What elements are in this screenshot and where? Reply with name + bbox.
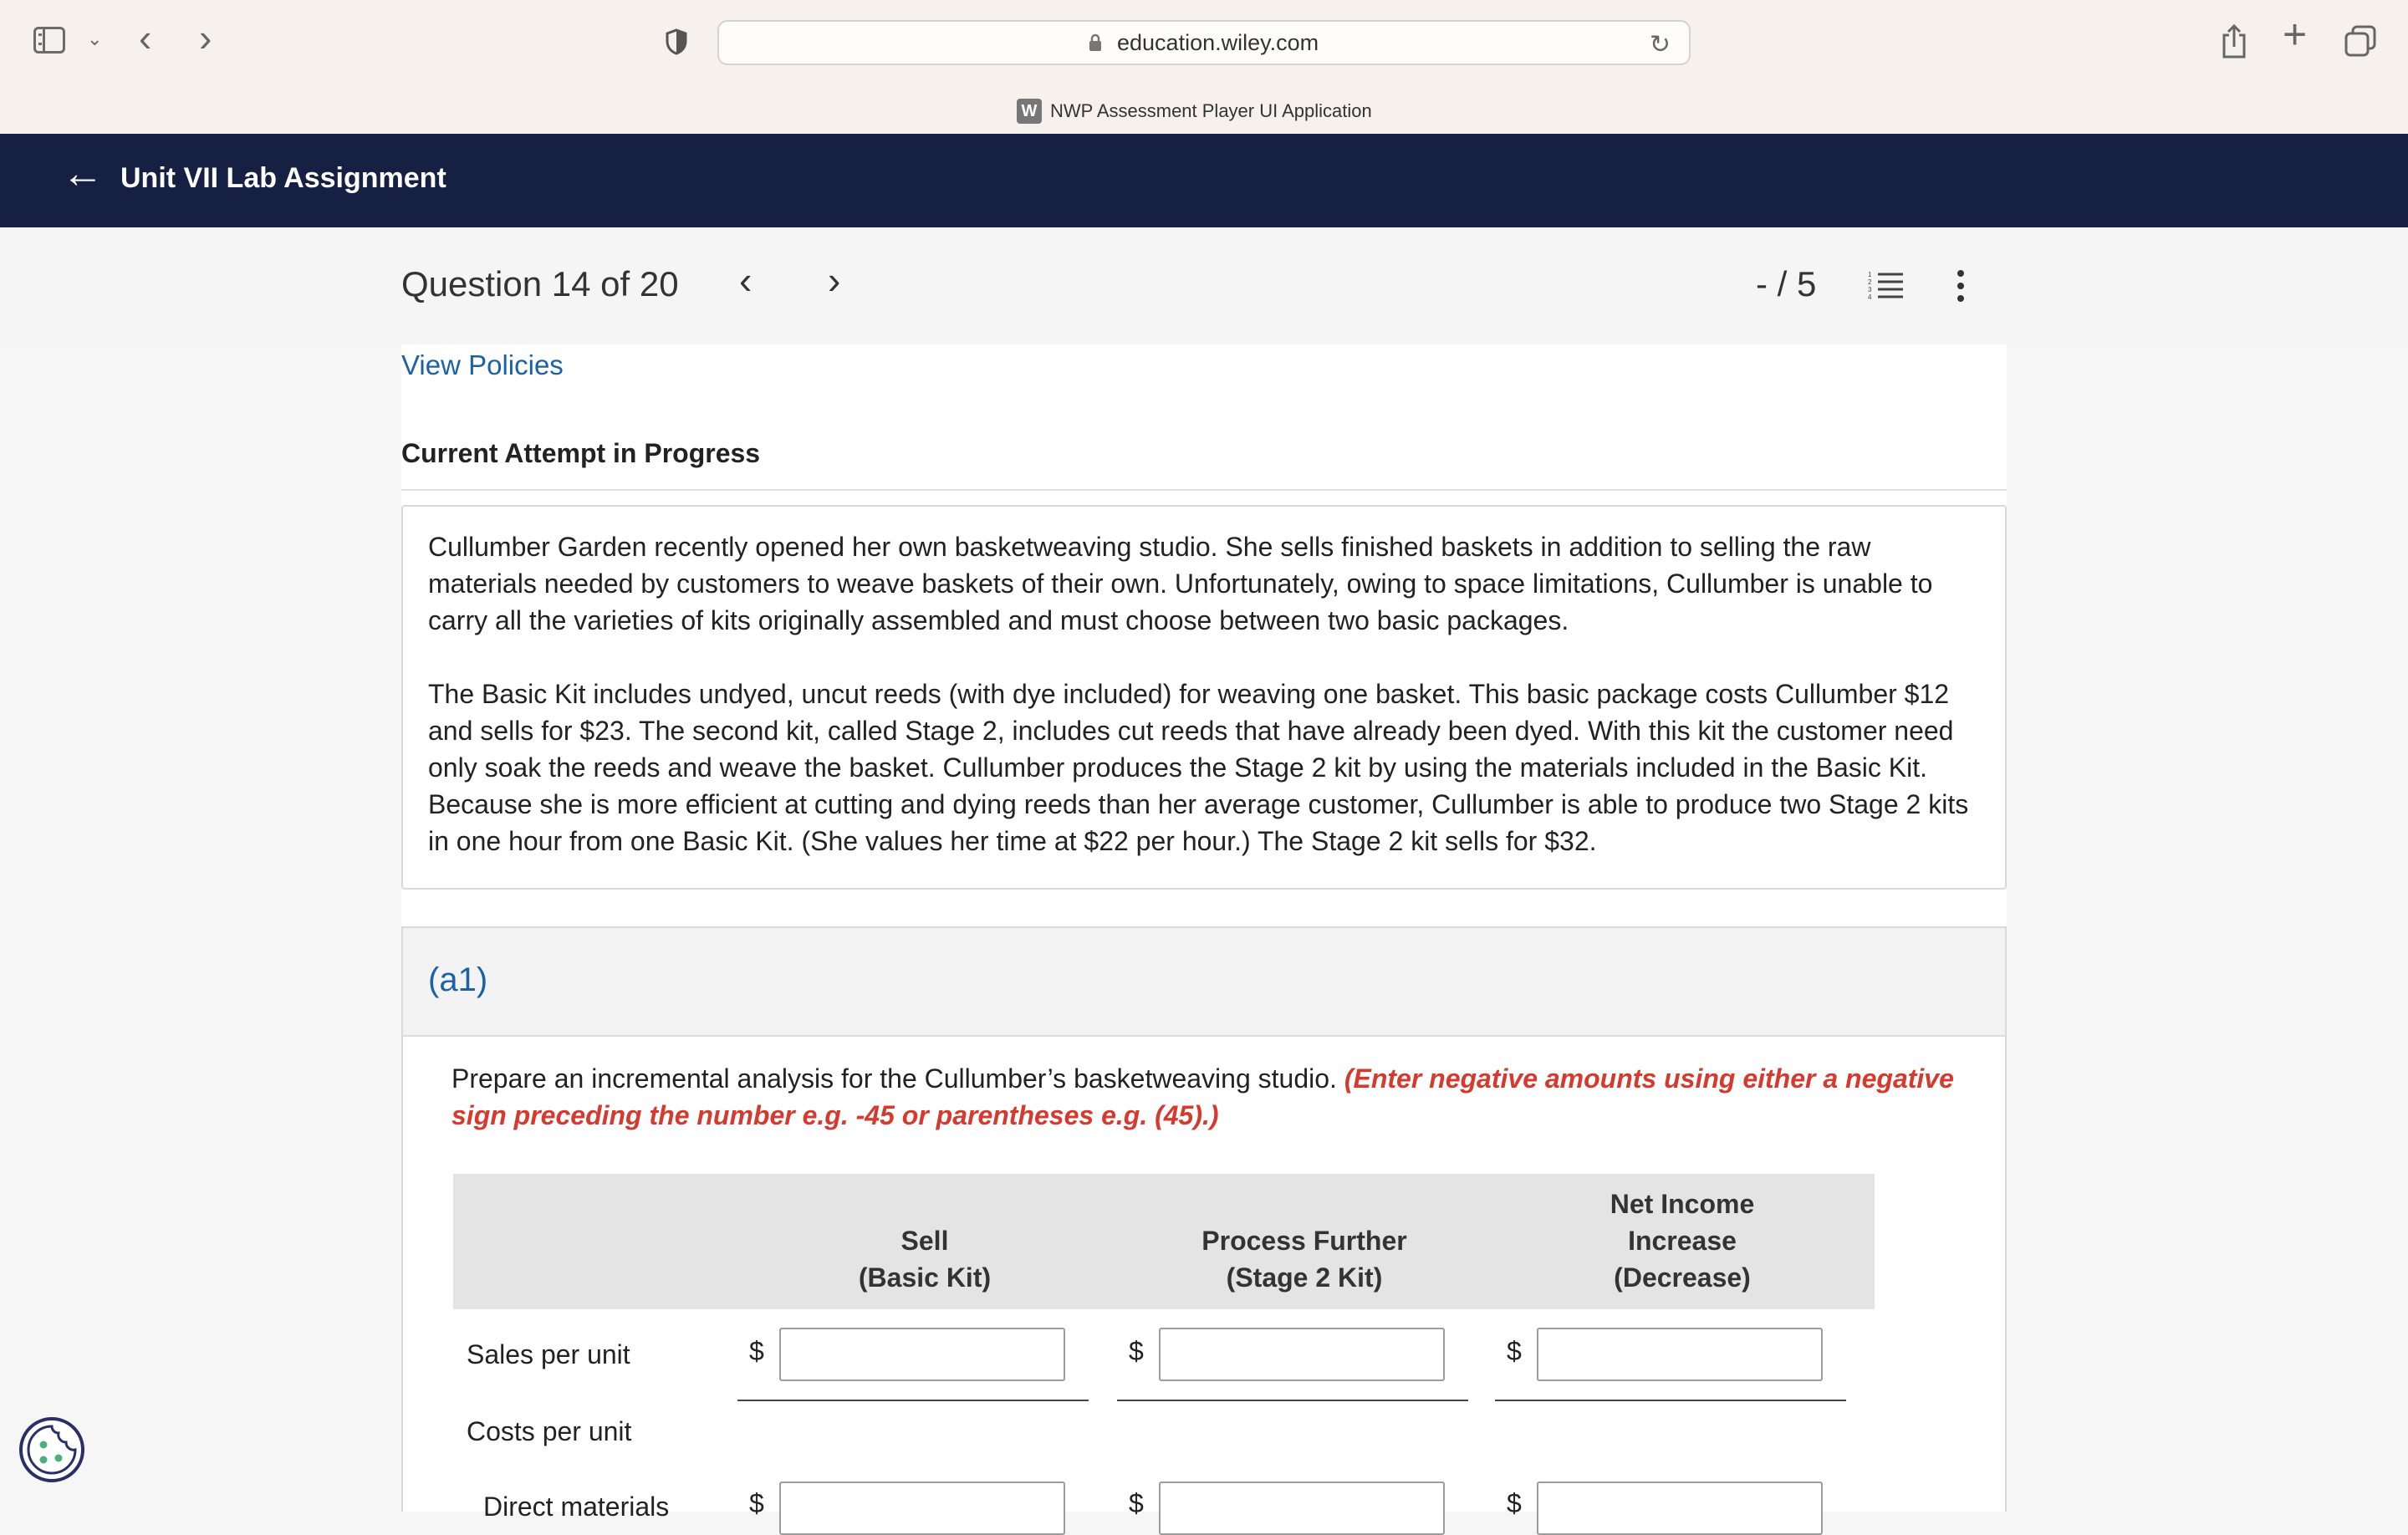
problem-statement <box>401 505 2007 890</box>
question-counter: Question 14 of 20 <box>401 264 679 303</box>
url-text: education.wiley.com <box>1117 30 1319 55</box>
part-header <box>403 928 2005 1037</box>
sales-process-input[interactable] <box>1159 1328 1445 1381</box>
view-policies-link[interactable]: View Policies <box>401 349 564 380</box>
tab-favicon: W <box>1017 99 1042 124</box>
instruction-note: (Enter negative amounts using either a negative sign preceding the number e.g. -45 or parentheses e.g. (45).) <box>452 1063 1954 1130</box>
total-underline <box>1117 1400 1468 1401</box>
tab-title: NWP Assessment Player UI Application <box>1050 100 1372 121</box>
column-header-sell: Sell (Basic Kit) <box>858 1226 992 1293</box>
currency-symbol: $ <box>1507 1488 1522 1518</box>
browser-chrome <box>0 0 2408 134</box>
currency-symbol: $ <box>749 1488 764 1518</box>
column-header-net-income: Net Income Increase (Decrease) <box>1610 1189 1755 1293</box>
part-label: (a1) <box>428 961 488 998</box>
previous-question-button[interactable]: ‹ <box>739 258 752 302</box>
currency-symbol: $ <box>749 1336 764 1366</box>
total-underline <box>737 1400 1089 1401</box>
sales-net-input[interactable] <box>1537 1328 1823 1381</box>
browser-back-button[interactable]: ‹ <box>139 16 152 59</box>
new-tab-icon[interactable]: + <box>2283 11 2308 58</box>
currency-symbol: $ <box>1129 1336 1144 1366</box>
question-panel <box>401 344 2007 1522</box>
privacy-shield-icon[interactable] <box>666 28 687 55</box>
svg-text:3: 3 <box>1868 286 1872 293</box>
row-label-sales: Sales per unit <box>467 1339 630 1369</box>
app-header <box>0 134 2408 227</box>
reload-icon[interactable]: ↻ <box>1649 31 1671 59</box>
svg-text:2: 2 <box>1868 278 1872 286</box>
chevron-down-icon[interactable]: ⌄ <box>87 28 103 49</box>
dm-process-input[interactable] <box>1159 1481 1445 1535</box>
sales-sell-input[interactable] <box>779 1328 1065 1381</box>
browser-forward-button[interactable]: › <box>199 16 212 59</box>
question-toolbar <box>0 227 2408 344</box>
divider <box>401 489 2007 491</box>
browser-tab[interactable] <box>1017 97 1372 125</box>
sidebar-toggle-icon[interactable] <box>33 27 65 54</box>
next-question-button[interactable]: › <box>828 258 841 302</box>
question-score: - / 5 <box>1756 264 1817 303</box>
address-bar[interactable] <box>717 20 1691 65</box>
svg-text:1: 1 <box>1868 271 1872 278</box>
more-options-icon[interactable] <box>1956 269 1965 303</box>
dm-sell-input[interactable] <box>779 1481 1065 1535</box>
attempt-status: Current Attempt in Progress <box>401 438 761 468</box>
assignment-title[interactable]: Unit VII Lab Assignment <box>120 162 446 194</box>
row-label-costs: Costs per unit <box>467 1416 632 1446</box>
table-header <box>453 1174 1875 1309</box>
lock-icon <box>1089 33 1102 52</box>
problem-paragraph-2: The Basic Kit includes undyed, uncut reeds (with dye included) for weaving one basket. This basic package costs Cullumber $12 and sells for $23. The second kit, called Stage 2, includes cut reeds that have already been dyed. With this kit the customer need only soak the reeds and weave the basket. Cullumber produces the Stage 2 kit by using the materials included in the Basic Kit. Because she is more efficient at cutting and dying reeds than her average customer, Cullumber is able to produce two Stage 2 kits in one hour from one Basic Kit. (She values her time at $22 per hour.) The Stage 2 kit sells for $32. <box>428 679 1969 856</box>
column-header-process-further: Process Further (Stage 2 Kit) <box>1201 1226 1407 1293</box>
currency-symbol: $ <box>1129 1488 1144 1518</box>
share-icon[interactable] <box>2221 23 2247 59</box>
currency-symbol: $ <box>1507 1336 1522 1366</box>
row-label-direct-materials: Direct materials <box>483 1492 670 1522</box>
svg-text:4: 4 <box>1868 293 1872 299</box>
instruction-text: Prepare an incremental analysis for the Cullumber’s basketweaving studio. <box>452 1063 1337 1094</box>
back-arrow-icon[interactable]: ← <box>62 150 104 196</box>
cookie-settings-icon[interactable] <box>18 1416 85 1483</box>
part-instruction <box>452 1060 1956 1134</box>
dm-net-input[interactable] <box>1537 1481 1823 1535</box>
tab-overview-icon[interactable] <box>2344 25 2376 57</box>
total-underline <box>1495 1400 1846 1401</box>
question-list-icon[interactable] <box>1868 271 1903 299</box>
problem-paragraph-1: Cullumber Garden recently opened her own basketweaving studio. She sells finished baskets in addition to selling the raw materials needed by customers to weave baskets of their own. Unfortunately, owing to space limitations, Cullumber is unable to carry all the varieties of kits originally assembled and must choose between two basic packages. <box>428 532 1933 635</box>
